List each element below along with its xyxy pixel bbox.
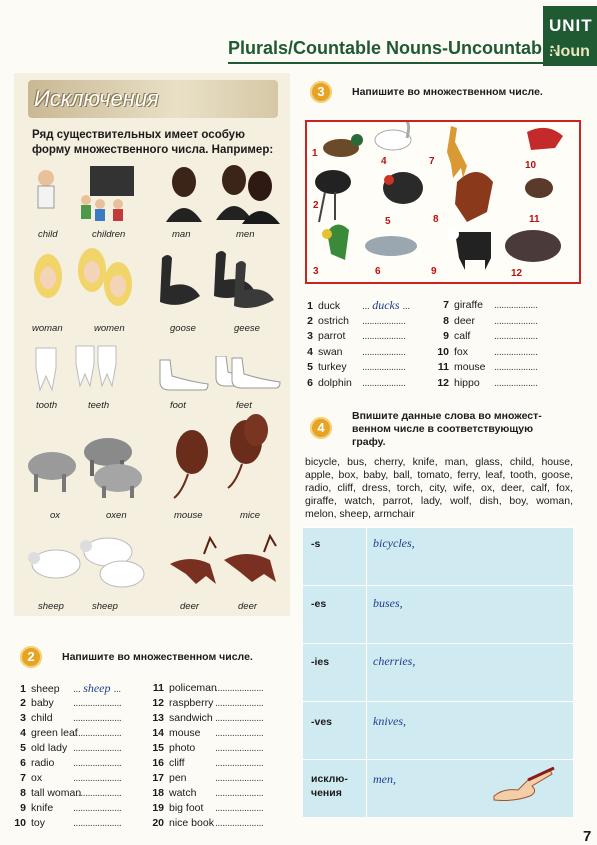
- item-number: 4: [20, 727, 26, 739]
- picture-number-5: 5: [385, 216, 391, 227]
- table-row-es[interactable]: [303, 585, 573, 644]
- exercise-item[interactable]: [10, 801, 121, 816]
- item-word: swan: [318, 345, 343, 358]
- table-row-ves[interactable]: [303, 701, 573, 760]
- item-word: photo: [169, 742, 196, 754]
- item-number: 9: [20, 802, 26, 814]
- exercise-item[interactable]: [10, 756, 121, 771]
- picture-number-1: 1: [312, 148, 318, 159]
- exercise-item[interactable]: [148, 681, 263, 696]
- picture-number-6: 6: [375, 266, 381, 277]
- item-number: 1: [307, 300, 313, 312]
- sheep-picture: [22, 530, 148, 596]
- item-number: 2: [307, 314, 313, 327]
- picture-number-3: 3: [313, 266, 319, 277]
- picture-number-11: 11: [529, 214, 540, 225]
- exercise-item[interactable]: [148, 741, 263, 756]
- pair-plural-mice: mice: [240, 510, 261, 521]
- answer-blank[interactable]: ....................: [73, 742, 122, 754]
- item-number: 17: [152, 772, 164, 784]
- answer-blank[interactable]: ....................: [215, 817, 264, 829]
- answer-blank[interactable]: ..................: [362, 314, 406, 327]
- item-number: 15: [152, 742, 164, 754]
- item-word: raspberry: [169, 697, 214, 709]
- item-number: 16: [152, 757, 164, 769]
- answer-blank[interactable]: ....................: [73, 712, 122, 724]
- pair-singular-tooth: tooth: [36, 400, 58, 411]
- item-word: tall woman: [31, 787, 82, 799]
- ex3-heading: Напишите во множественном числе.: [352, 86, 543, 98]
- item-number: 9: [443, 330, 449, 342]
- table-row-s[interactable]: [303, 527, 573, 586]
- item-number: 2: [20, 697, 26, 709]
- item-number: 6: [20, 757, 26, 769]
- item-word: child: [31, 712, 53, 724]
- exercise-item[interactable]: [148, 801, 263, 816]
- item-word: policeman: [169, 682, 217, 694]
- exceptions-intro: Ряд существительных имеет особую форму множественного числа. Например:: [32, 129, 274, 156]
- item-word: ox: [31, 772, 43, 784]
- pair-singular-deer: deer: [180, 601, 200, 612]
- teeth-picture: [32, 344, 132, 394]
- item-number: 3: [20, 712, 26, 724]
- item-number: 18: [152, 787, 164, 799]
- exercise-item[interactable]: [10, 786, 121, 801]
- pair-singular-goose: goose: [170, 323, 196, 334]
- answer-blank[interactable]: ....................: [73, 787, 122, 799]
- exercise-item[interactable]: [10, 681, 121, 696]
- item-word: deer: [454, 314, 476, 327]
- item-word: knife: [31, 802, 54, 814]
- item-number: 8: [443, 314, 449, 327]
- item-number: 10: [437, 345, 449, 358]
- item-word: fox: [454, 345, 469, 358]
- table-row-ies[interactable]: [303, 643, 573, 702]
- exercise-item[interactable]: [433, 360, 538, 376]
- answer-blank[interactable]: ..................: [494, 314, 538, 327]
- item-number: 11: [437, 361, 449, 373]
- title-underline: [228, 62, 543, 64]
- answer-blank[interactable]: ....................: [215, 772, 264, 784]
- feet-picture: [156, 356, 284, 392]
- item-number: 3: [307, 330, 313, 342]
- item-number: 6: [307, 376, 313, 389]
- item-number: 20: [152, 817, 164, 829]
- item-word: sheep: [31, 683, 60, 695]
- item-word: mouse: [169, 727, 201, 739]
- item-word: sandwich: [169, 712, 213, 724]
- table-ending: -s: [311, 538, 321, 550]
- item-number: 12: [437, 376, 449, 389]
- answer-blank[interactable]: ..................: [494, 330, 538, 342]
- ex2-heading: Напишите во множественном числе.: [62, 651, 253, 663]
- pair-plural-teeth: teeth: [88, 400, 110, 411]
- item-word: ostrich: [318, 314, 349, 327]
- table-ending: исклю- чения: [311, 773, 348, 799]
- ex3-number: 3: [310, 81, 332, 103]
- pair-plural-feet: feet: [236, 400, 252, 411]
- answer-blank[interactable]: ..................: [494, 361, 538, 373]
- pair-plural-oxen: oxen: [106, 510, 127, 521]
- picture-number-12: 12: [511, 268, 523, 279]
- answer-blank[interactable]: ....................: [215, 727, 264, 739]
- pair-singular-foot: foot: [170, 400, 186, 411]
- ex2-number: 2: [20, 646, 42, 668]
- answer-text: ducks: [372, 298, 400, 312]
- picture-number-4: 4: [381, 156, 387, 167]
- item-word: old lady: [31, 742, 68, 754]
- picture-number-10: 10: [525, 160, 537, 171]
- answer-blank[interactable]: ..................: [362, 376, 406, 389]
- exercise-item[interactable]: [148, 771, 263, 786]
- exercise-item[interactable]: [297, 345, 410, 361]
- exercise-item[interactable]: [433, 298, 538, 314]
- item-word: toy: [31, 817, 46, 829]
- picture-number-7: 7: [429, 156, 435, 167]
- item-word: green leaf: [31, 727, 78, 739]
- answer-blank[interactable]: ....................: [73, 697, 122, 709]
- ex4-heading-line-2: венном числе в соответствующую: [352, 423, 534, 435]
- exercise-item[interactable]: [10, 711, 121, 726]
- item-word: baby: [31, 697, 54, 709]
- answer-blank[interactable]: ....................: [73, 727, 122, 739]
- table-ending: -es: [311, 598, 327, 610]
- item-number: 8: [20, 787, 26, 799]
- pair-singular-child: child: [38, 229, 58, 240]
- pair-singular-sheep: sheep: [38, 601, 64, 612]
- exceptions-banner: [28, 80, 278, 118]
- exercise-item[interactable]: [148, 816, 263, 831]
- item-number: 1: [20, 683, 26, 695]
- exercise-item[interactable]: [433, 345, 538, 361]
- item-number: 7: [20, 772, 26, 784]
- pair-plural-sheep: sheep: [92, 601, 118, 612]
- answer-blank[interactable]: ..................: [362, 330, 406, 342]
- exercise-item[interactable]: [148, 726, 263, 741]
- answer-blank[interactable]: ... sheep ...: [73, 681, 121, 695]
- answer-blank[interactable]: ..................: [362, 345, 406, 358]
- item-word: radio: [31, 757, 55, 769]
- exercise-item[interactable]: [148, 711, 263, 726]
- ex4-heading-line-3: графу.: [352, 436, 386, 448]
- item-word: duck: [318, 300, 341, 312]
- table-ending: -ies: [311, 656, 330, 668]
- item-number: 10: [14, 817, 26, 829]
- answer-blank[interactable]: ....................: [73, 817, 122, 829]
- answer-blank[interactable]: ... ducks ...: [362, 298, 410, 312]
- exercise-item[interactable]: [297, 376, 410, 392]
- answer-text: sheep: [83, 681, 111, 695]
- item-number: 11: [152, 682, 164, 694]
- item-word: giraffe: [454, 299, 483, 311]
- item-word: cliff: [169, 757, 185, 769]
- answer-blank[interactable]: ....................: [215, 742, 264, 754]
- item-number: 14: [152, 727, 164, 739]
- table-example: bicycles,: [373, 536, 415, 550]
- unit-label: UNIT: [549, 16, 593, 35]
- writing-hand-icon: [490, 766, 560, 806]
- item-number: 7: [443, 299, 449, 311]
- answer-blank[interactable]: ....................: [215, 757, 264, 769]
- ex4-heading-line-1: Впишите данные слова во множест-: [352, 410, 542, 422]
- table-example: cherries,: [373, 654, 416, 668]
- table-ending: -ves: [311, 716, 333, 728]
- answer-blank[interactable]: ..................: [494, 376, 538, 389]
- animals-illustration: [307, 122, 579, 282]
- exercise-item[interactable]: [297, 314, 410, 330]
- table-example: knives,: [373, 714, 406, 728]
- exercise-item[interactable]: [433, 314, 538, 330]
- children-picture: [30, 162, 138, 224]
- answer-blank[interactable]: ..................: [494, 345, 538, 358]
- unit-subtitle: Noun: [549, 43, 590, 60]
- table-example: buses,: [373, 596, 403, 610]
- ex4-number: 4: [310, 417, 332, 439]
- exercise-item[interactable]: [148, 786, 263, 801]
- answer-blank[interactable]: ....................: [215, 802, 264, 814]
- table-example: men,: [373, 772, 396, 786]
- item-number: 5: [20, 742, 26, 754]
- answer-blank[interactable]: ..................: [494, 299, 538, 311]
- mice-picture: [168, 412, 280, 504]
- exercise-item[interactable]: [297, 298, 410, 314]
- picture-number-2: 2: [313, 200, 319, 211]
- answer-blank[interactable]: ....................: [73, 802, 122, 814]
- item-word: calf: [454, 330, 471, 342]
- page-number: 7: [583, 828, 592, 845]
- deer-picture: [164, 534, 284, 594]
- item-word: pen: [169, 772, 187, 784]
- item-number: 12: [152, 697, 164, 709]
- exercise-item[interactable]: [148, 696, 263, 711]
- item-number: 19: [152, 802, 164, 814]
- ex2-column-2: [148, 681, 263, 831]
- item-word: hippo: [454, 376, 480, 389]
- exercise-item[interactable]: [10, 741, 121, 756]
- answer-blank[interactable]: ....................: [215, 682, 264, 694]
- exercise-item[interactable]: [10, 726, 121, 741]
- item-number: 4: [307, 345, 313, 358]
- page-title: Plurals/Countable Nouns-Uncountable: [228, 38, 558, 58]
- exercise-item[interactable]: [10, 816, 121, 831]
- item-number: 13: [152, 712, 164, 724]
- ex4-word-list: bicycle, bus, cherry, knife, man, glass, child, house, apple, box, baby, ball, tomato, ferry, leaf, tooth, goose, radio, cliff, dress, torch, city, wife, ox, deer, calf, fox, giraffe, watch, parrot, lady, wolf, dish, boy, woman, melon, sheep, armchair: [305, 456, 573, 520]
- ex3-column-1: [297, 298, 410, 391]
- exercise-item[interactable]: [297, 329, 410, 345]
- pair-singular-mouse: mouse: [174, 510, 203, 521]
- pair-plural-women: women: [94, 323, 125, 334]
- pair-plural-geese: geese: [234, 323, 260, 334]
- ex2-column-1: [10, 681, 121, 831]
- geese-picture: [152, 250, 282, 312]
- exercise-item[interactable]: [10, 771, 121, 786]
- answer-blank[interactable]: ....................: [73, 757, 122, 769]
- item-number: 5: [307, 361, 313, 373]
- item-word: big foot: [169, 802, 204, 814]
- oxen-picture: [22, 430, 150, 500]
- exercise-item[interactable]: [433, 376, 538, 392]
- ex3-column-2: [433, 298, 538, 391]
- exercise-item[interactable]: [433, 329, 538, 345]
- answer-blank[interactable]: ....................: [215, 712, 264, 724]
- exercise-item[interactable]: [297, 360, 410, 376]
- pair-plural-deer: deer: [238, 601, 258, 612]
- pair-singular-man: man: [172, 229, 191, 240]
- ex3-animal-picture: [305, 120, 581, 284]
- item-word: watch: [169, 787, 197, 799]
- item-word: turkey: [318, 361, 347, 373]
- exercise-item[interactable]: [10, 696, 121, 711]
- pair-singular-ox: ox: [50, 510, 61, 521]
- item-word: dolphin: [318, 376, 352, 389]
- item-word: parrot: [318, 330, 346, 342]
- picture-number-9: 9: [431, 266, 437, 277]
- women-picture: [30, 246, 138, 312]
- pair-plural-children: children: [92, 229, 126, 240]
- answer-blank[interactable]: ..................: [362, 361, 406, 373]
- exercise-item[interactable]: [148, 756, 263, 771]
- answer-blank[interactable]: ....................: [215, 697, 264, 709]
- answer-blank[interactable]: ....................: [215, 787, 264, 799]
- item-word: mouse: [454, 361, 486, 373]
- men-picture: [160, 164, 282, 224]
- pair-singular-woman: woman: [32, 323, 63, 334]
- item-word: nice book: [169, 817, 214, 829]
- exceptions-banner-text: Исключения: [34, 86, 159, 111]
- picture-number-8: 8: [433, 214, 439, 225]
- answer-blank[interactable]: ....................: [73, 772, 122, 784]
- pair-plural-men: men: [236, 229, 255, 240]
